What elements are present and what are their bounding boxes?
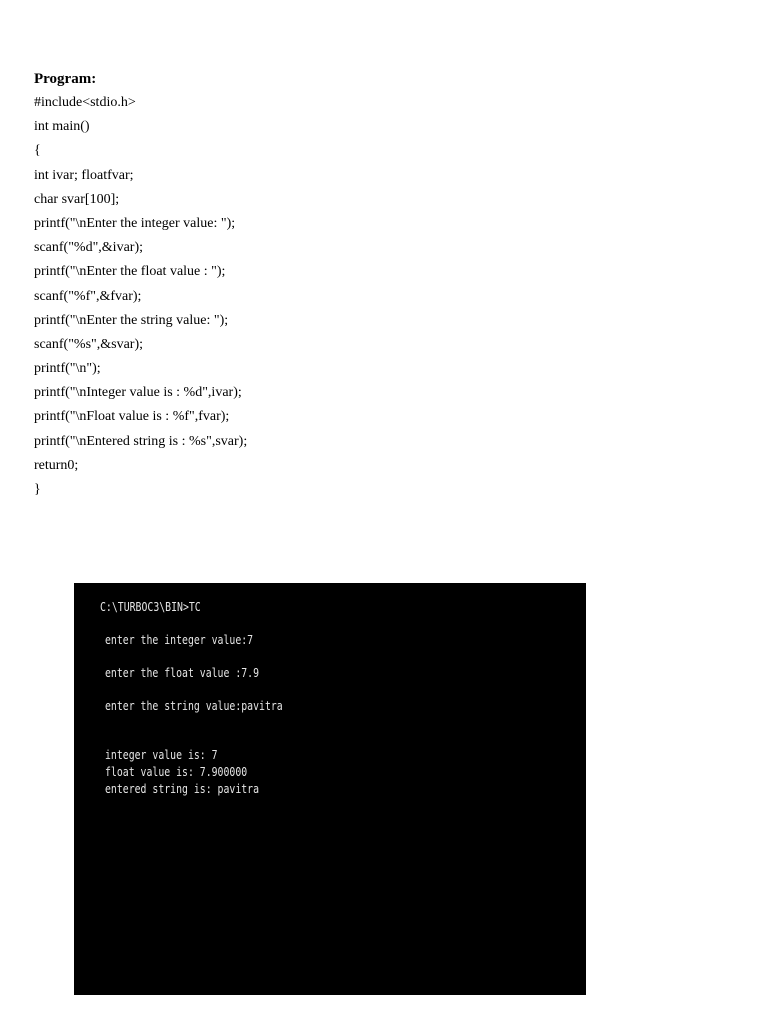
code-line: printf("\nFloat value is : %f",fvar); bbox=[34, 409, 230, 425]
program-listing bbox=[34, 67, 634, 502]
code-line: scanf("%f",&fvar); bbox=[34, 288, 142, 304]
code-line: printf("\nInteger value is : %d",ivar); bbox=[34, 385, 242, 401]
code-line: char svar[100]; bbox=[34, 191, 120, 207]
code-lines bbox=[34, 91, 634, 502]
terminal-input-string: enter the string value:pavitra bbox=[105, 699, 283, 713]
code-line: printf("\nEntered string is : %s",svar); bbox=[34, 433, 248, 449]
code-line: printf("\nEnter the float value : "); bbox=[34, 264, 226, 280]
code-line: scanf("%s",&svar); bbox=[34, 336, 144, 352]
terminal-screenshot bbox=[74, 583, 586, 995]
terminal-prompt: C:\TURBOC3\BIN>TC bbox=[100, 600, 201, 614]
code-line: scanf("%d",&ivar); bbox=[34, 240, 143, 256]
code-line: return0; bbox=[34, 457, 79, 473]
code-line: #include<stdio.h> bbox=[34, 95, 136, 110]
code-line: int ivar; floatfvar; bbox=[34, 167, 134, 183]
terminal-output-float: float value is: 7.900000 bbox=[105, 765, 248, 779]
terminal-input-integer: enter the integer value:7 bbox=[105, 633, 254, 647]
code-line: int main() bbox=[34, 119, 90, 135]
program-heading: Program: bbox=[34, 71, 97, 87]
terminal-input-float: enter the float value :7.9 bbox=[105, 666, 260, 680]
code-line: printf("\n"); bbox=[34, 361, 101, 377]
code-line: { bbox=[34, 143, 41, 159]
code-line: } bbox=[34, 482, 41, 497]
terminal-output-string: entered string is: pavitra bbox=[105, 782, 260, 796]
code-line: printf("\nEnter the string value: "); bbox=[34, 312, 229, 328]
terminal-output-integer: integer value is: 7 bbox=[105, 748, 218, 762]
code-line: printf("\nEnter the integer value: "); bbox=[34, 215, 236, 231]
